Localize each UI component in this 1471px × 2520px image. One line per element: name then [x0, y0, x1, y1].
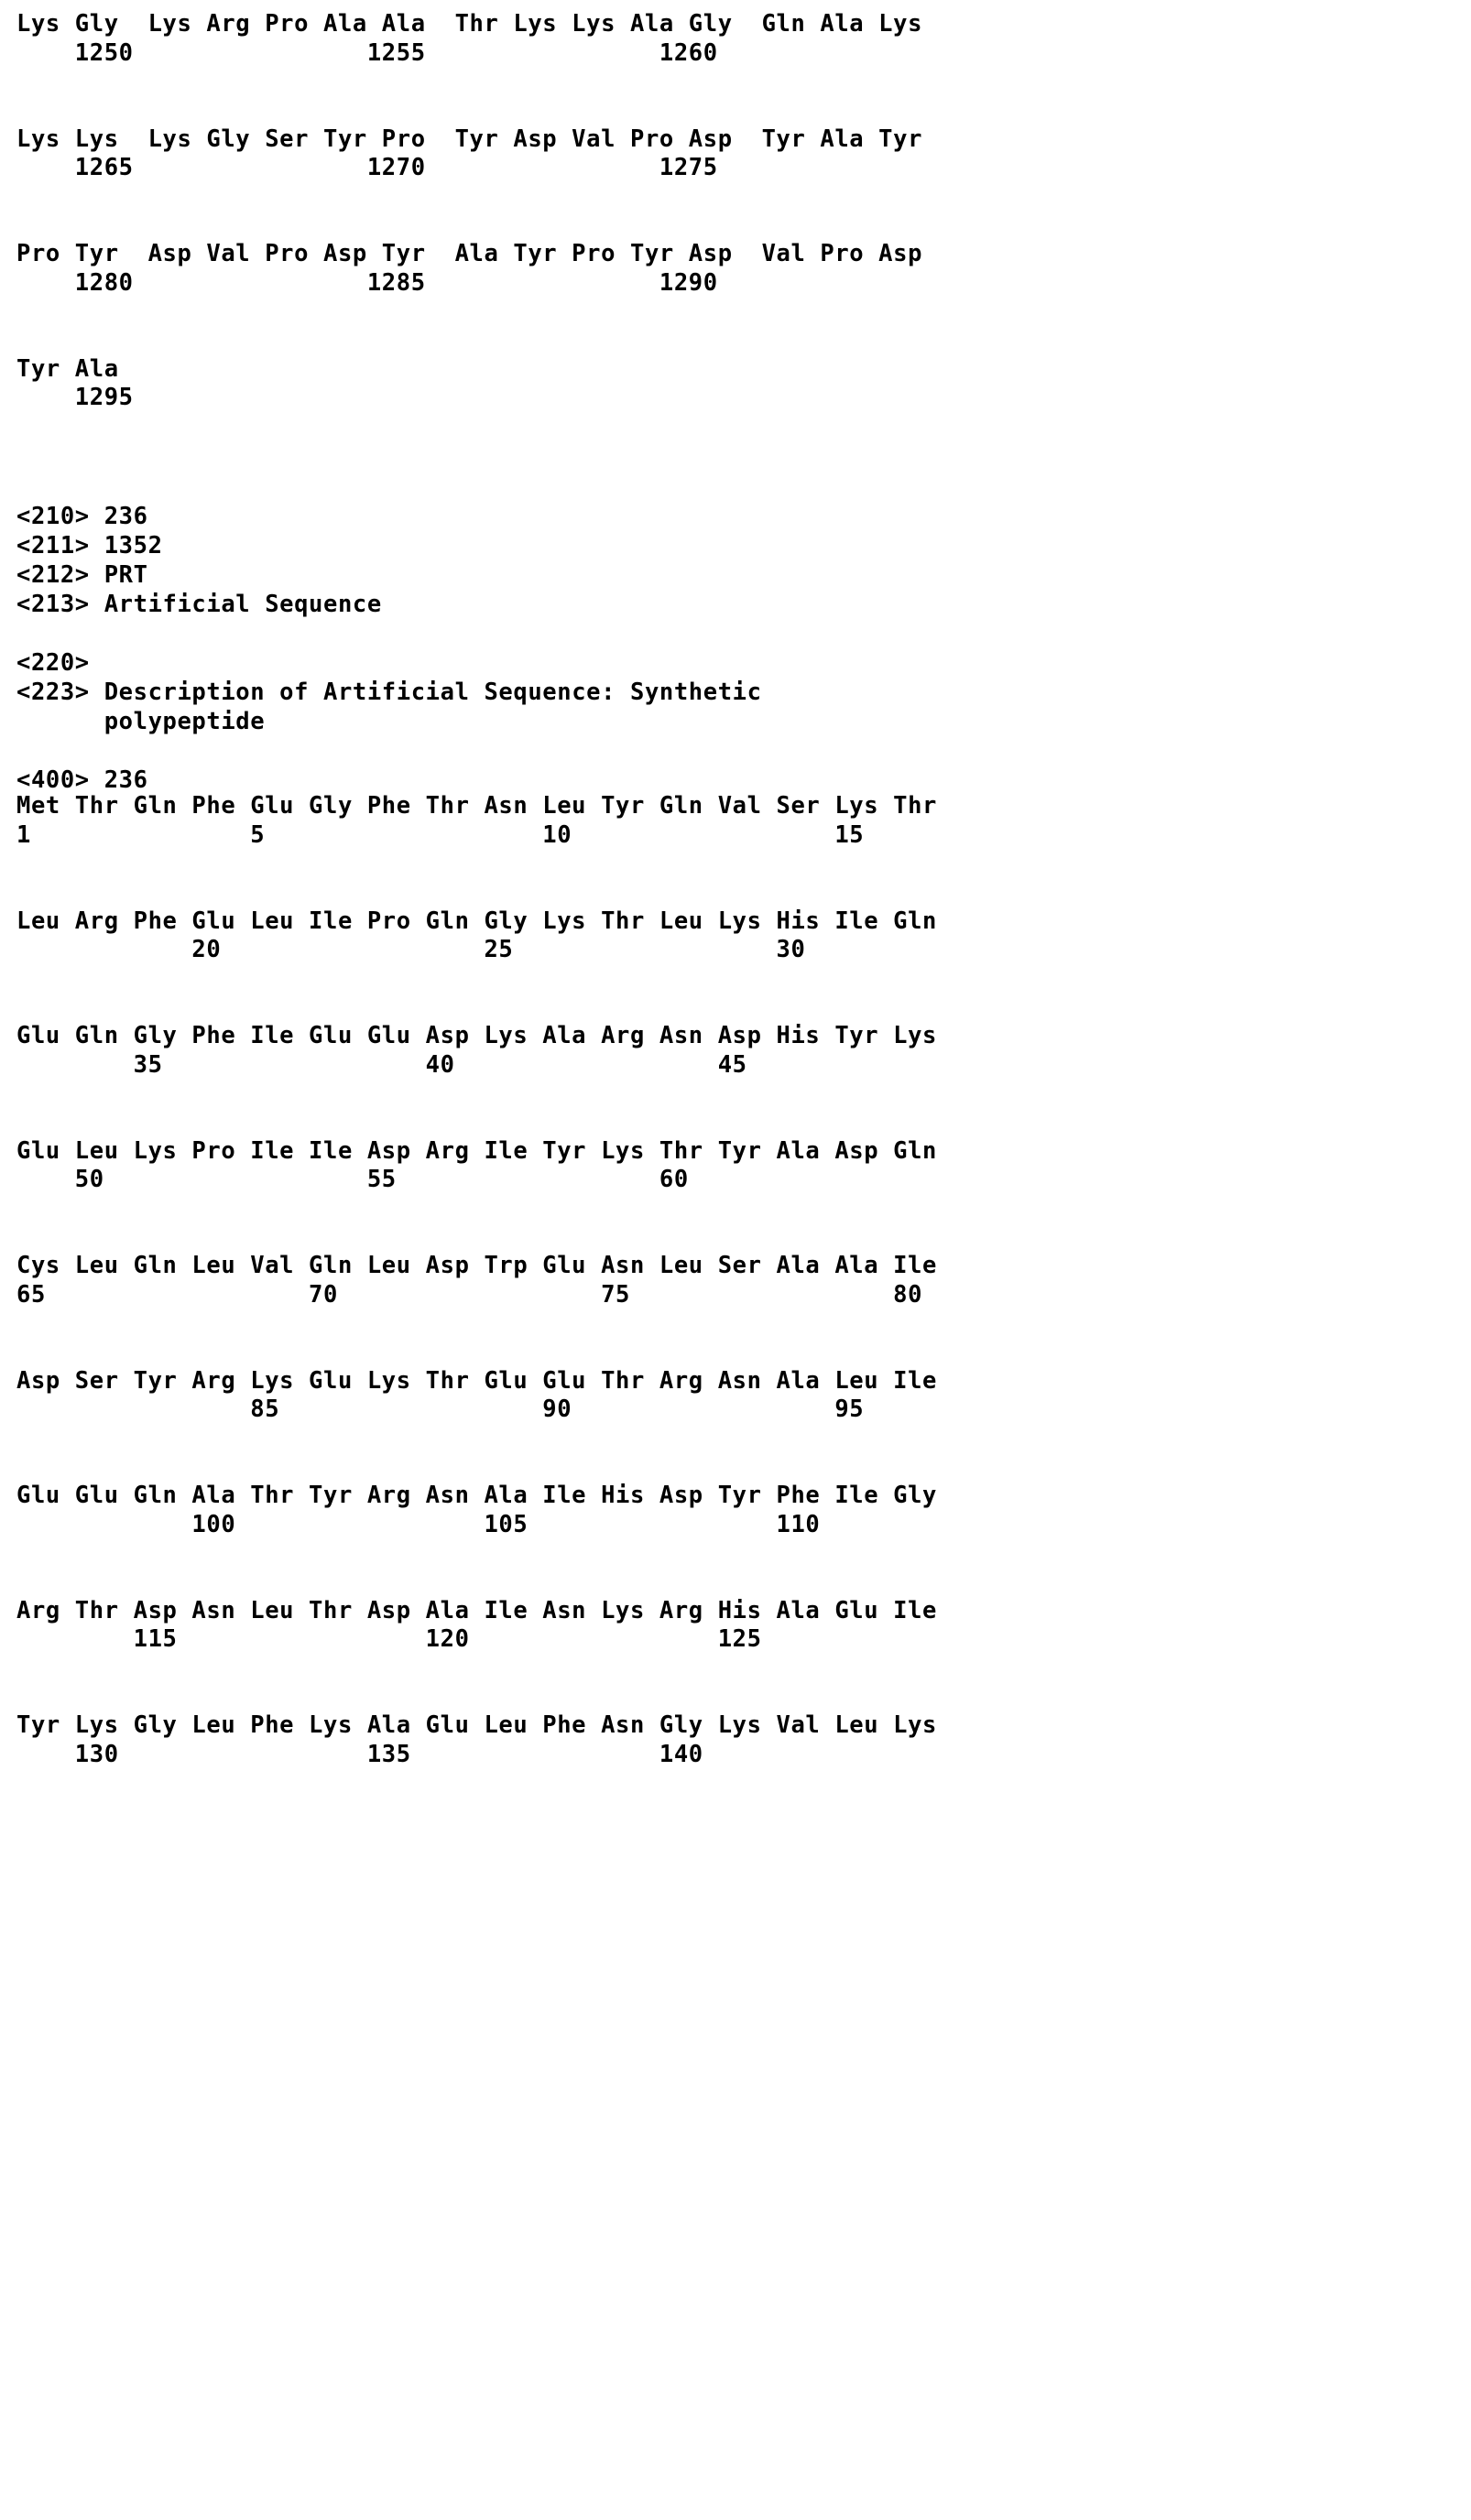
residue-number-line: 1250 1255 1260: [16, 38, 718, 67]
block-spacer: [16, 852, 1471, 910]
residue-number-line: 85 90 95: [16, 1396, 865, 1423]
sequence-block: [16, 125, 1471, 185]
tag-211-value: 1352: [104, 532, 163, 559]
residue-line: Arg Thr Asp Asn Leu Thr Asp Ala Ile Asn Lys Arg His Ala Glu Ile: [16, 1596, 937, 1624]
residue-number-line: 1280 1285 1290: [16, 268, 718, 297]
tag-400-name: <400>: [16, 766, 90, 794]
residue-line: Leu Arg Phe Glu Leu Ile Pro Gln Gly Lys Thr Leu Lys His Ile Gln: [16, 907, 937, 935]
block-spacer: [16, 1196, 1471, 1255]
residue-line: Glu Leu Lys Pro Ile Ile Asp Arg Ile Tyr Lys Thr Tyr Ala Asp Gln: [16, 1136, 937, 1165]
tag-213-value: Artificial Sequence: [104, 591, 382, 618]
tag-211-name: <211>: [16, 532, 90, 559]
residue-line: Tyr Ala: [16, 354, 119, 383]
block-spacer: [16, 1311, 1471, 1370]
tag-210-name: <210>: [16, 503, 90, 530]
block-spacer: [16, 966, 1471, 1025]
residue-line: Asp Ser Tyr Arg Lys Glu Lys Thr Glu Glu Thr Arg Asn Ala Leu Ile: [16, 1366, 937, 1395]
line-spacer: [16, 736, 1471, 766]
tag-212-value: PRT: [104, 561, 148, 589]
residue-line: Met Thr Gln Phe Glu Gly Phe Thr Asn Leu Tyr Gln Val Ser Lys Thr: [16, 792, 937, 820]
residue-line: Glu Glu Gln Ala Thr Tyr Arg Asn Ala Ile His Asp Tyr Phe Ile Gly: [16, 1482, 937, 1509]
tag-line-220: <220>: [16, 649, 90, 677]
tag-400-value: 236: [104, 766, 148, 794]
tag-line-400: [16, 766, 1471, 795]
block-spacer: [16, 299, 1471, 358]
sequence-block: [16, 1596, 1471, 1656]
tag-line-213: [16, 590, 1471, 619]
block-spacer: [16, 184, 1471, 243]
sequence-block: [16, 1252, 1471, 1311]
sequence-block: [16, 10, 1471, 70]
sequence-block: [16, 354, 1471, 415]
residue-number-line: 1295: [16, 384, 134, 411]
residue-line: Tyr Lys Gly Leu Phe Lys Ala Glu Leu Phe Asn Gly Lys Val Leu Lys: [16, 1711, 937, 1739]
residue-number-line: 35 40 45: [16, 1050, 747, 1079]
tag-line-212: [16, 560, 1471, 590]
tag-212-name: <212>: [16, 561, 90, 589]
block-spacer: [16, 1656, 1471, 1714]
sequence-block: [16, 1136, 1471, 1197]
sequence-block: [16, 907, 1471, 967]
sequence-block: [16, 1366, 1471, 1427]
tag-223-name: <223>: [16, 679, 90, 706]
tag-line-223: [16, 678, 1471, 707]
residue-number-line: 20 25 30: [16, 936, 806, 963]
residue-number-line: 100 105 110: [16, 1510, 821, 1538]
tag-line-211: [16, 531, 1471, 560]
tag-223-continuation: [16, 707, 1471, 736]
block-spacer: [16, 1081, 1471, 1140]
tag-223-continuation-text: polypeptide: [104, 708, 266, 735]
line-spacer: [16, 619, 1471, 648]
sequence-block: [16, 792, 1471, 852]
residue-number-line: 130 135 140: [16, 1740, 703, 1768]
residue-number-line: 1265 1270 1275: [16, 154, 718, 181]
residue-line: Pro Tyr Asp Val Pro Asp Tyr Ala Tyr Pro Tyr Asp Val Pro Asp: [16, 240, 923, 267]
residue-number-line: 65 70 75 80: [16, 1280, 923, 1309]
section-spacer: [16, 472, 1471, 502]
residue-line: Cys Leu Gln Leu Val Gln Leu Asp Trp Glu Asn Leu Ser Ala Ala Ile: [16, 1252, 937, 1279]
block-spacer: [16, 1426, 1471, 1484]
sequence-block: [16, 1711, 1471, 1771]
sequence-block: [16, 240, 1471, 299]
tag-223-value: Description of Artificial Sequence: Synthetic: [104, 679, 762, 706]
residue-number-line: 1 5 10 15: [16, 820, 865, 849]
sequence-block: [16, 1484, 1471, 1541]
sequence-listing-body: [16, 10, 1471, 1771]
residue-line: Glu Gln Gly Phe Ile Glu Glu Asp Lys Ala Arg Asn Asp His Tyr Lys: [16, 1022, 937, 1049]
sequence-block: [16, 1022, 1471, 1081]
residue-number-line: 50 55 60: [16, 1166, 689, 1193]
residue-line: Lys Gly Lys Arg Pro Ala Ala Thr Lys Lys Ala Gly Gln Ala Lys: [16, 10, 923, 38]
tag-210-value: 236: [104, 503, 148, 530]
block-spacer: [16, 70, 1471, 128]
tag-213-name: <213>: [16, 591, 90, 618]
block-spacer: [16, 1541, 1471, 1600]
section-spacer: [16, 414, 1471, 472]
residue-line: Lys Lys Lys Gly Ser Tyr Pro Tyr Asp Val Pro Asp Tyr Ala Tyr: [16, 125, 923, 153]
residue-number-line: 115 120 125: [16, 1625, 762, 1653]
tag-line-210: [16, 502, 1471, 531]
